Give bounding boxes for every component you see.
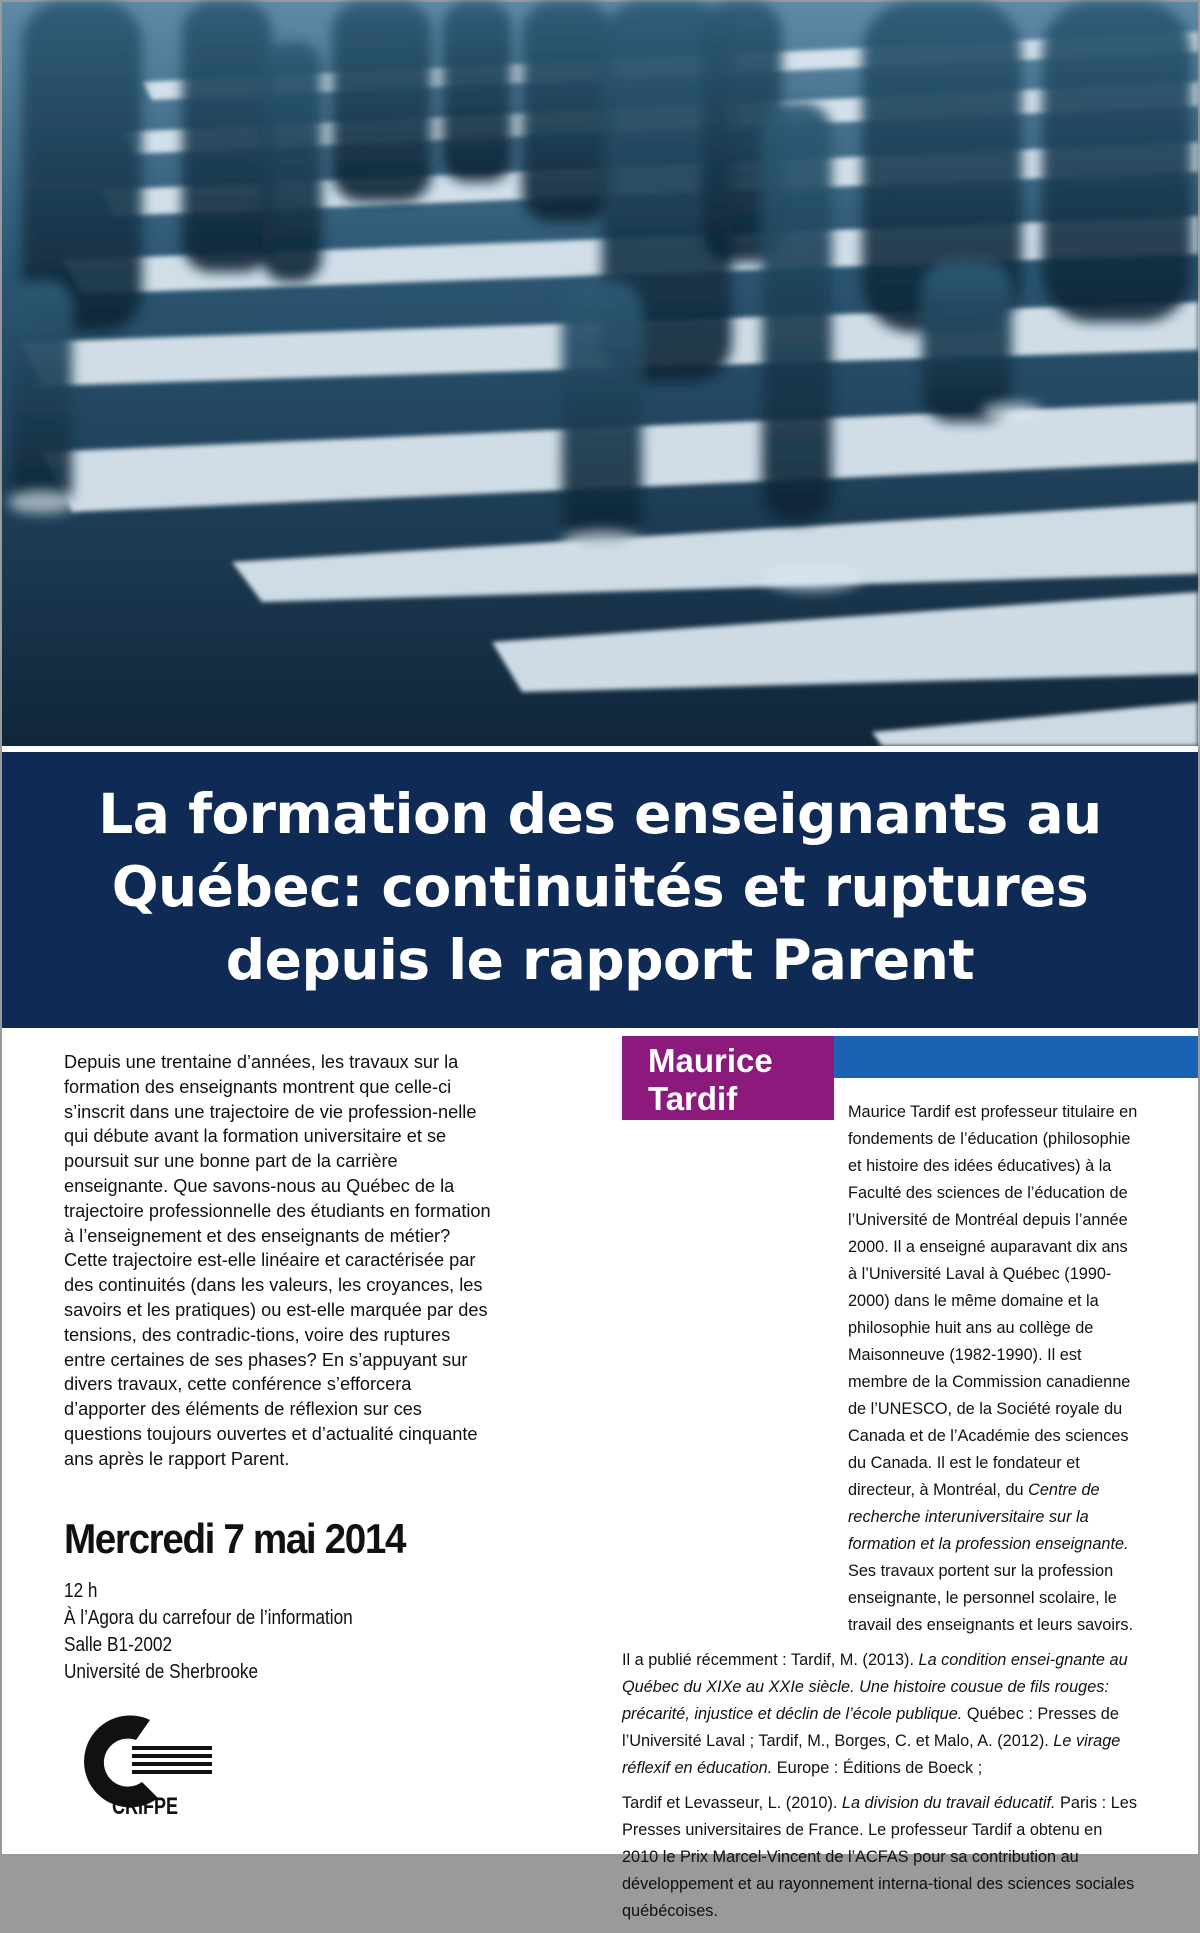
poster-page: [2, 2, 1198, 1920]
event-date: Mercredi 7 mai 2014: [64, 1515, 406, 1562]
event-time: 12 h: [64, 1580, 98, 1602]
event-place: À l’Agora du carrefour de l’information: [64, 1607, 353, 1629]
title-line-3: depuis le rapport Parent: [225, 928, 975, 992]
bio-p3-text-2: Paris : Les Presses universitaires de France. Le professeur Tardif a obtenu en 2010 le Prix Marcel-Vincent de l’ACFAS pour sa contribution au développement et au rayonnement interna-tional des sciences sociales québécoises.: [622, 1794, 1137, 1920]
bio-p1-italic: Centre de recherche interuniversitaire sur la formation et la profession enseignante.: [848, 1481, 1129, 1553]
event-university: Université de Sherbrooke: [64, 1661, 259, 1683]
speaker-accent-bar: [834, 1036, 1198, 1078]
intro-paragraph: Depuis une trentaine d’années, les travaux sur la formation des enseignants montrent que celle-ci s’inscrit dans une trajectoire de vie profession-nelle qui débute avant la formation universitaire et se poursuit sur une bonne part de la carrière enseignante. Que savons-nous au Québec de la trajectoire professionnelle des étudiants en formation à l’enseignement et des enseignants de métier? Cette trajectoire est-elle linéaire et caractérisée par des continuités (dans les valeurs, les croyances, les savoirs et les pratiques) ou est-elle marquée par des tensions, des contradic-tions, voire des ruptures entre certaines de ses phases? En s’appuyant sur divers travaux, cette conférence s’efforcera d’apporter des éléments de réflexion sur ces questions toujours ouvertes et d’actualité cinquante ans après le rapport Parent.: [64, 1052, 491, 1469]
bio-paragraph-2: [622, 1647, 1138, 1782]
speaker-last-name: Tardif: [648, 1080, 738, 1117]
title-band: [2, 752, 1198, 1028]
bio-p2-text-3: Europe : Éditions de Boeck ;: [772, 1759, 983, 1777]
event-details: [64, 1578, 504, 1686]
crosswalk-pedestrians-photo: [2, 2, 1198, 746]
bio-p1-text: Maurice Tardif est professeur titulaire en fondements de l’éducation (philosophie et histoire des idées éducatives) à la Faculté des sciences de l’éducation de l’Université de Montréal depuis l’année 2000. Il a enseigné auparavant dix ans à l’Université Laval à Québec (1990-2000) dans le même domaine et la philosophie huit ans au collège de Maisonneuve (1982-1990). Il est membre de la Commission canadienne de l’UNESCO, de la Société royale du Canada et de l’Académie des sciences du Canada. Il est le fondateur et directeur, à Montréal, du: [848, 1103, 1138, 1499]
title-line-1: La formation des enseignants au: [98, 782, 1102, 846]
bio-p2-text-2: Québec : Presses de l’Université Laval ; Tardif, M., Borges, C. et Malo, A. (2012).: [622, 1705, 1119, 1750]
bio-paragraph-3: [622, 1790, 1138, 1925]
bio-p3-italic: La division du travail éducatif.: [841, 1794, 1056, 1812]
crifpe-logo: [62, 1702, 222, 1822]
speaker-bio: [622, 1099, 1138, 1933]
poster-title: [2, 778, 1198, 997]
bio-p2-text: Il a publié récemment : Tardif, M. (2013).: [622, 1651, 919, 1669]
bio-p3-text: Tardif et Levasseur, L. (2010).: [622, 1794, 842, 1812]
bio-paragraph-1: [622, 1099, 1138, 1639]
title-line-2: Québec: continuités et ruptures: [111, 855, 1089, 919]
logo-text: CRIFPE: [112, 1793, 178, 1820]
event-room: Salle B1-2002: [64, 1634, 173, 1656]
hero-photo: [2, 2, 1198, 746]
bio-p2-italic: La condition ensei-gnante au Québec du XIXe au XXIe siècle. Une histoire cousue de fils rouges: précarité, injustice et déclin de l’école publique.: [622, 1651, 1128, 1723]
speaker-first-name: Maurice: [648, 1042, 773, 1079]
bio-p2-italic-2: Le virage réflexif en éducation.: [622, 1732, 1121, 1777]
crifpe-logo-icon: [62, 1702, 222, 1822]
bio-p1-text-2: Ses travaux portent sur la profession enseignante, le personnel scolaire, le travail des enseignants et leurs savoirs.: [848, 1562, 1134, 1634]
